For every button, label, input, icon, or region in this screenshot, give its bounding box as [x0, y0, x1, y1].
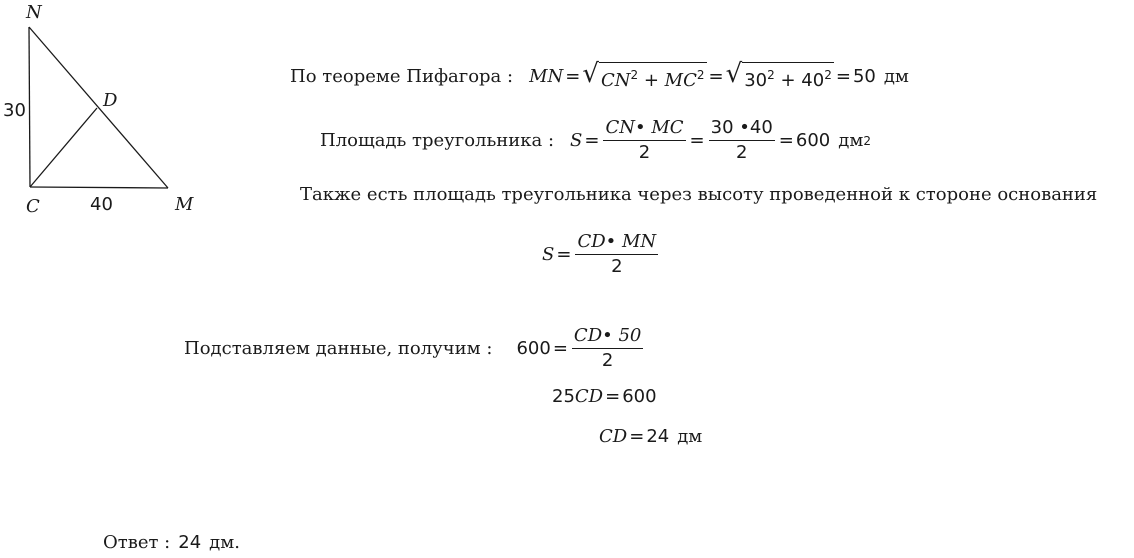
area-line	[320, 118, 871, 163]
vertex-n-label: N	[26, 2, 42, 23]
side-cm	[30, 187, 168, 188]
sqrt-numeric	[725, 59, 834, 91]
step1-var: CD	[574, 386, 604, 407]
pyth-plus: +	[780, 70, 796, 91]
step1-coef: 25	[552, 386, 575, 407]
answer-label: Ответ :	[103, 532, 171, 553]
area-label: Площадь треугольника :	[320, 130, 555, 151]
sqrt-icon: √	[582, 59, 599, 89]
area-result: 600	[795, 130, 831, 151]
height-den: 2	[611, 256, 623, 277]
area-num-symbolic: CN• MC	[603, 118, 685, 141]
pyth-lhs: MN	[529, 66, 564, 87]
height-formula	[542, 232, 660, 277]
area-s: S	[570, 130, 583, 151]
pyth-plus: +	[643, 70, 659, 91]
step1-line	[552, 386, 657, 407]
answer-line	[103, 532, 240, 553]
height-note: Также есть площадь треугольника через высоту проведенной к стороне основания	[300, 184, 1098, 205]
pyth-mc: MC	[664, 70, 697, 91]
substitute-label: Подставляем данные, получим :	[184, 338, 493, 359]
sqrt-symbolic	[582, 59, 706, 91]
step2-rhs: 24	[646, 426, 670, 447]
area-unit: дм	[838, 130, 864, 151]
equals-sign: =	[552, 338, 568, 359]
vertex-d-label: D	[103, 90, 118, 111]
area-unit-exp: 2	[863, 133, 871, 148]
pyth-b: 40	[801, 70, 825, 91]
sqrt-icon: √	[725, 59, 743, 89]
equals-sign: =	[629, 426, 645, 447]
side-nc-length: 30	[3, 100, 26, 121]
pyth-exp: 2	[824, 68, 832, 82]
answer-unit: дм.	[209, 532, 240, 553]
equals-sign: =	[708, 66, 724, 87]
pythagoras-line	[290, 59, 909, 91]
pyth-cn: CN	[600, 70, 631, 91]
equals-sign: =	[584, 130, 600, 151]
answer-value: 24	[178, 532, 202, 553]
pyth-exp: 2	[696, 68, 705, 82]
substitute-line	[184, 326, 645, 371]
pyth-result: 50	[852, 66, 876, 87]
step2-unit: дм	[677, 426, 703, 447]
vertex-m-label: M	[175, 194, 194, 215]
side-cm-length: 40	[90, 194, 113, 215]
area-fraction-numeric	[709, 118, 775, 163]
pythagoras-label: По теореме Пифагора :	[290, 66, 514, 87]
height-cd	[30, 108, 97, 187]
side-nc	[29, 27, 30, 187]
equals-sign: =	[605, 386, 621, 407]
equals-sign: =	[565, 66, 581, 87]
step2-var: CD	[599, 426, 628, 447]
substitute-lhs: 600	[516, 338, 551, 359]
equals-sign: =	[778, 130, 794, 151]
height-num: CD• MN	[575, 232, 658, 255]
height-s: S	[542, 244, 555, 265]
area-fraction-symbolic	[603, 118, 685, 163]
substitute-den: 2	[601, 350, 614, 371]
pyth-a: 30	[744, 70, 768, 91]
area-den: 2	[735, 142, 748, 163]
area-num-values: 30 •40	[709, 118, 775, 141]
area-den: 2	[638, 142, 651, 163]
vertex-c-label: C	[26, 196, 40, 217]
pyth-unit: дм	[883, 66, 909, 87]
equals-sign: =	[689, 130, 705, 151]
pyth-exp: 2	[767, 68, 775, 82]
substitute-fraction	[572, 326, 643, 371]
step2-line	[599, 426, 702, 447]
step1-rhs: 600	[622, 386, 657, 407]
substitute-num: CD• 50	[572, 326, 643, 349]
height-fraction	[575, 232, 658, 277]
equals-sign: =	[556, 244, 572, 265]
equals-sign: =	[835, 66, 851, 87]
pyth-exp: 2	[630, 68, 639, 82]
